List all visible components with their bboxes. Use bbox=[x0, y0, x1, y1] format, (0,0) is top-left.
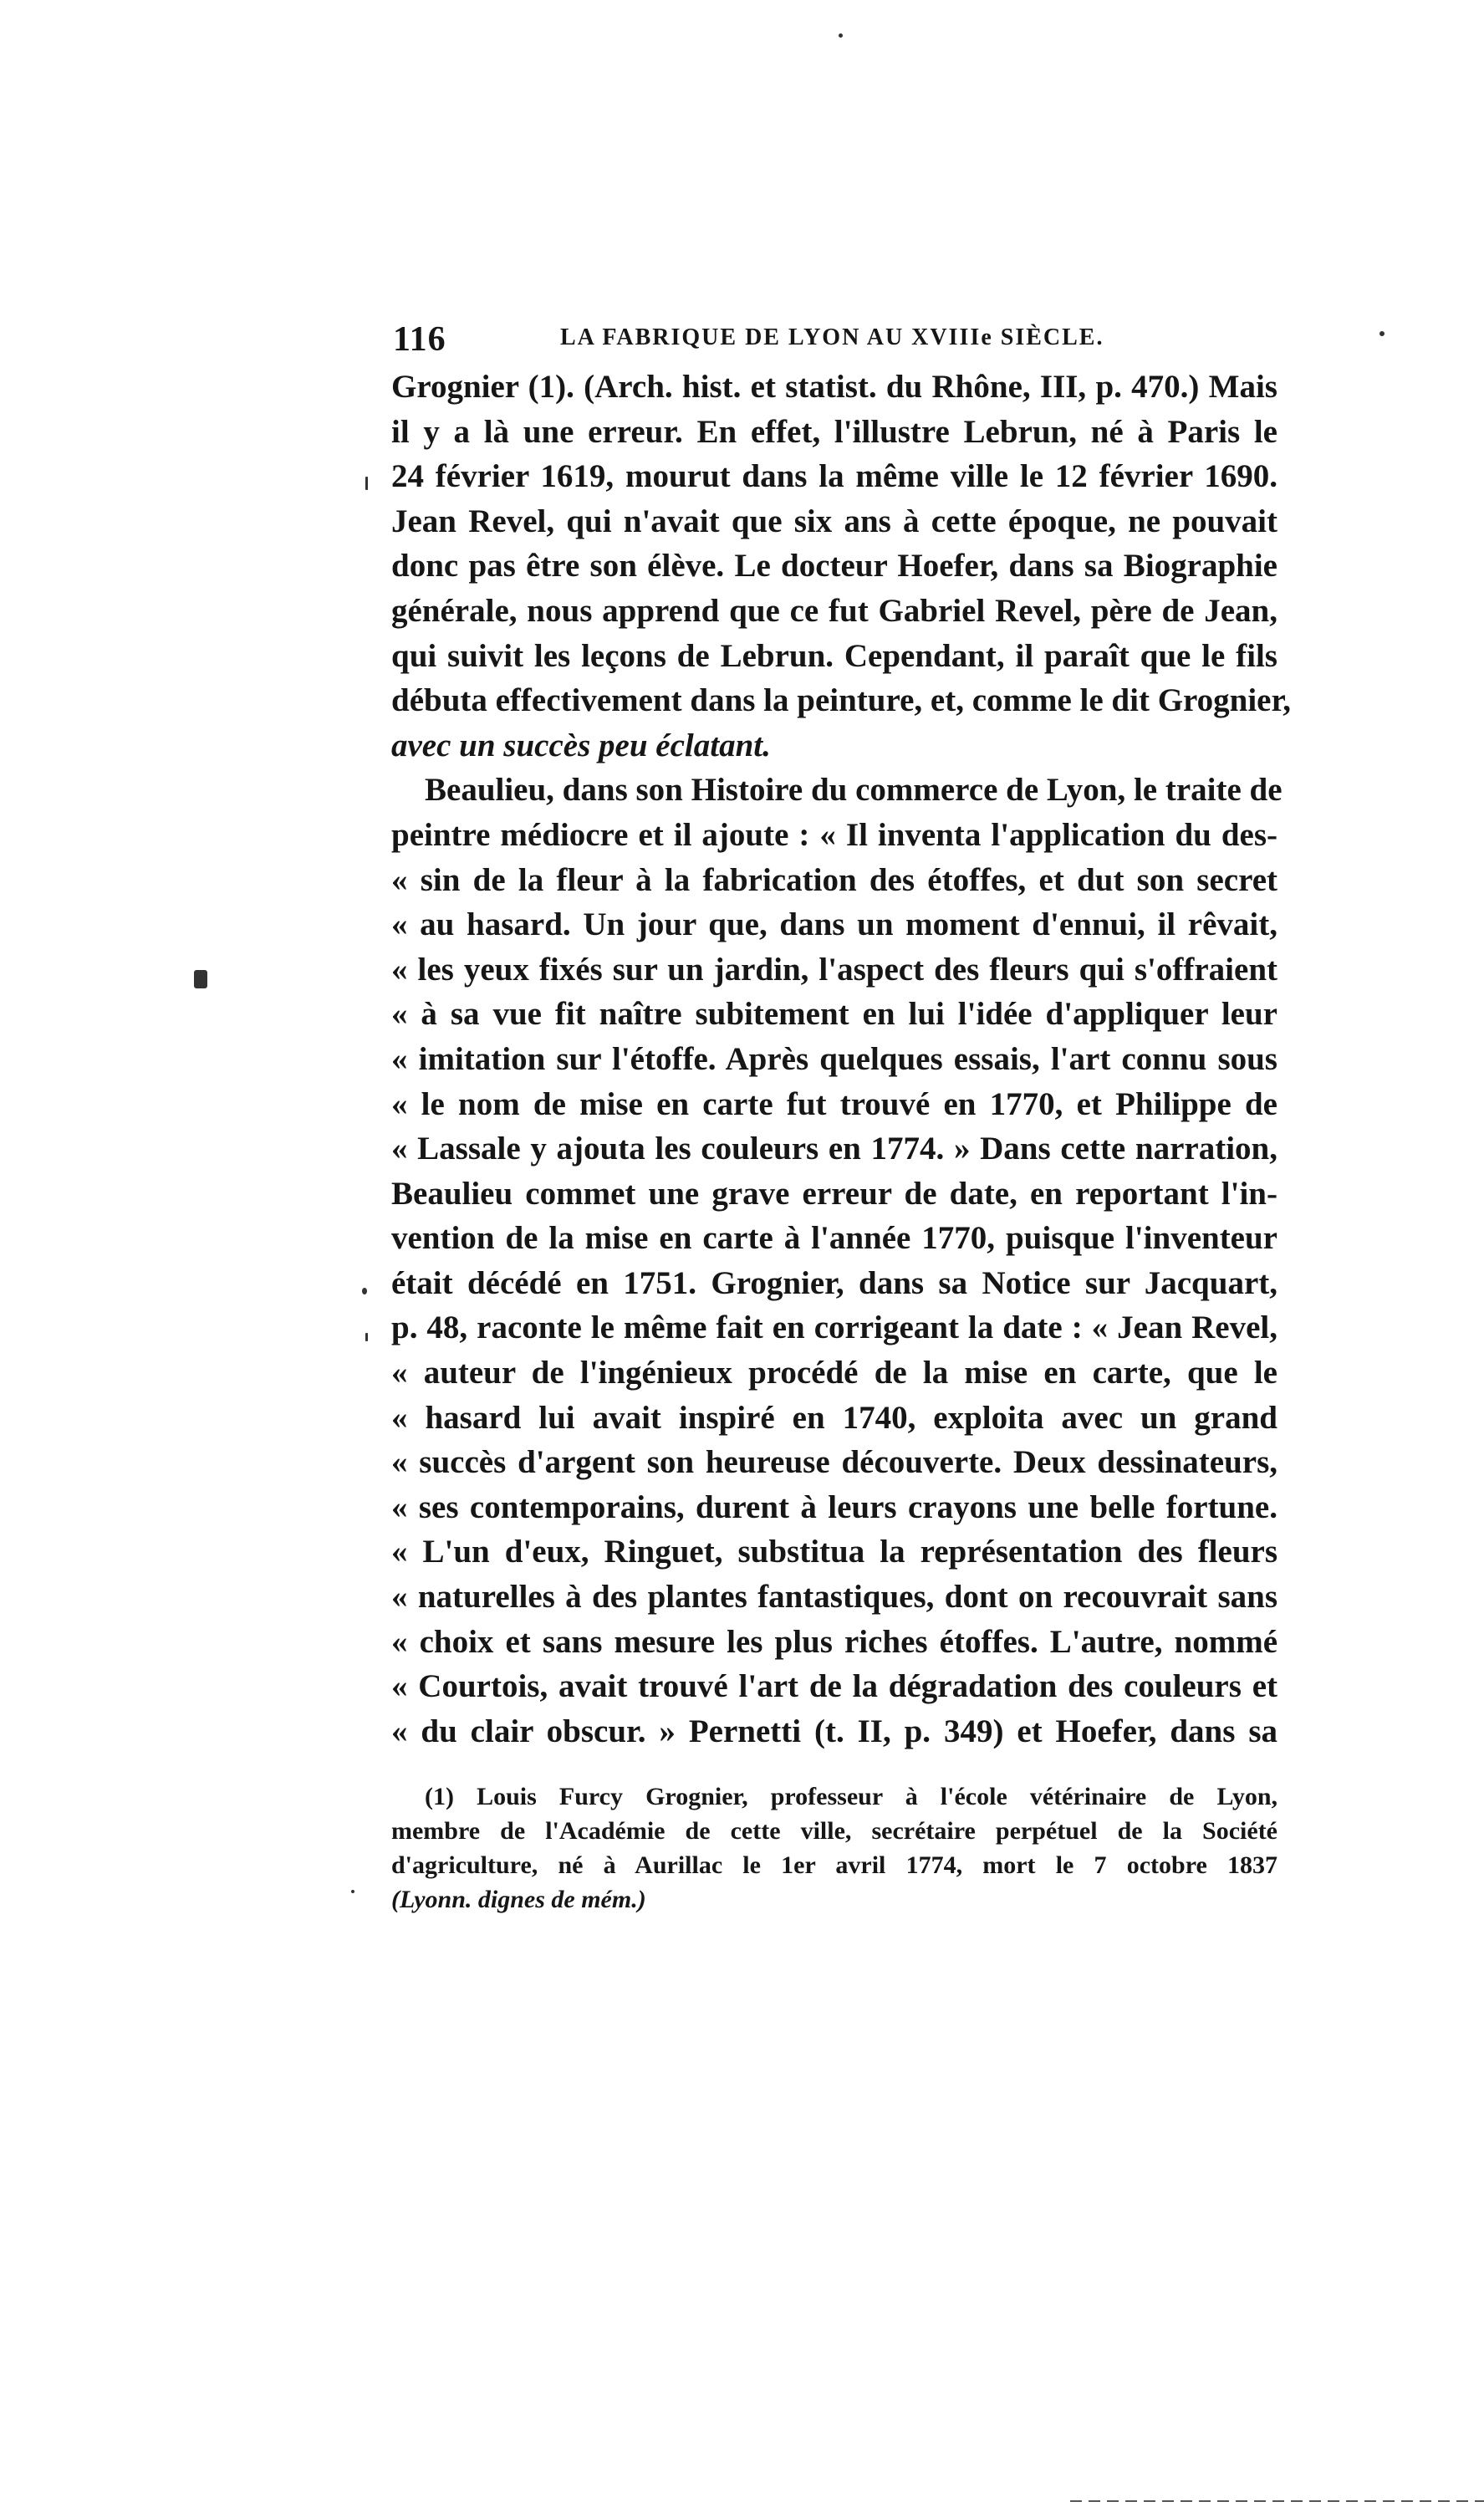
quoted-line: « le nom de mise en carte fut trouvé en 1770, et Philippe de bbox=[391, 1085, 1277, 1122]
scan-speck bbox=[194, 970, 207, 988]
body-line: était décédé en 1751. Grognier, dans sa Notice sur Jacquart, bbox=[391, 1264, 1277, 1301]
scan-speck bbox=[839, 33, 843, 38]
footnote-line: d'agriculture, né à Aurillac le 1er avril 1774, mort le 7 octobre 1837 bbox=[391, 1851, 1277, 1879]
quoted-line: « ses contemporains, durent à leurs crayons une belle fortune. bbox=[391, 1488, 1277, 1525]
quoted-line: « sin de la fleur à la fabrication des étoffes, et dut son secret bbox=[391, 861, 1277, 898]
body-line: débuta effectivement dans la peinture, et, comme le dit Grognier, bbox=[391, 682, 1291, 719]
quoted-line: « Courtois, avait trouvé l'art de la dégradation des couleurs et bbox=[391, 1668, 1277, 1705]
quoted-line: « auteur de l'ingénieux procédé de la mise en carte, que le bbox=[391, 1355, 1277, 1391]
quoted-line: « les yeux fixés sur un jardin, l'aspect des fleurs qui s'offraient bbox=[391, 951, 1277, 988]
body-line: p. 48, raconte le même fait en corrigeant la date : « Jean Revel, bbox=[391, 1310, 1277, 1346]
body-line: vention de la mise en carte à l'année 1770, puisque l'inventeur bbox=[391, 1220, 1277, 1257]
quoted-line: « choix et sans mesure les plus riches étoffes. L'autre, nommé bbox=[391, 1623, 1277, 1660]
quoted-line: « L'un d'eux, Ringuet, substitua la représentation des fleurs bbox=[391, 1534, 1277, 1570]
quoted-line: « Lassale y ajouta les couleurs en 1774. » Dans cette narration, bbox=[391, 1131, 1277, 1167]
body-line: Grognier (1). (Arch. hist. et statist. du Rhône, III, p. 470.) Mais bbox=[391, 369, 1277, 405]
page-number: 116 bbox=[393, 320, 446, 359]
quoted-line: « du clair obscur. » Pernetti (t. II, p. 349) et Hoefer, dans sa bbox=[391, 1713, 1277, 1749]
footnote-line: (Lyonn. dignes de mém.) bbox=[391, 1886, 646, 1913]
body-line: il y a là une erreur. En effet, l'illustre Lebrun, né à Paris le bbox=[391, 413, 1277, 450]
quoted-line: « imitation sur l'étoffe. Après quelques essais, l'art connu sous bbox=[391, 1040, 1277, 1077]
quoted-line: « hasard lui avait inspiré en 1740, exploita avec un grand bbox=[391, 1399, 1277, 1436]
footnote bbox=[391, 1779, 1277, 1917]
scan-speck bbox=[362, 1288, 367, 1294]
body-line: peintre médiocre et il ajoute : « Il inventa l'application du des- bbox=[391, 816, 1277, 853]
scan-speck bbox=[365, 1333, 368, 1341]
scan-speck bbox=[351, 1890, 354, 1893]
footnote-line: membre de l'Académie de cette ville, secrétaire perpétuel de la Société bbox=[391, 1817, 1277, 1845]
scan-speck bbox=[1379, 331, 1385, 336]
body-line: avec un succès peu éclatant. bbox=[391, 727, 771, 763]
quoted-line: « naturelles à des plantes fantastiques, dont on recouvrait sans bbox=[391, 1579, 1277, 1616]
scan-speck bbox=[365, 477, 368, 490]
quoted-line: « à sa vue fit naître subitement en lui l'idée d'appliquer leur bbox=[391, 996, 1277, 1033]
scan-edge bbox=[1070, 2500, 1484, 2502]
body-line: générale, nous apprend que ce fut Gabriel Revel, père de Jean, bbox=[391, 592, 1277, 629]
quoted-line: « succès d'argent son heureuse découverte. Deux dessinateurs, bbox=[391, 1444, 1277, 1481]
body-line: Beaulieu commet une grave erreur de date, en reportant l'in- bbox=[391, 1175, 1277, 1212]
body-line: Jean Revel, qui n'avait que six ans à cette époque, ne pouvait bbox=[391, 503, 1277, 539]
running-head bbox=[393, 319, 1129, 361]
body-line: 24 février 1619, mourut dans la même ville le 12 février 1690. bbox=[391, 458, 1277, 495]
footnote-line: (1) Louis Furcy Grognier, professeur à l'école vétérinaire de Lyon, bbox=[425, 1783, 1277, 1810]
body-text bbox=[391, 365, 1291, 1754]
body-line: donc pas être son élève. Le docteur Hoefer, dans sa Biographie bbox=[391, 548, 1277, 585]
paragraph-start-line: Beaulieu, dans son Histoire du commerce de Lyon, le traite de bbox=[425, 772, 1283, 809]
quoted-line: « au hasard. Un jour que, dans un moment d'ennui, il rêvait, bbox=[391, 906, 1277, 943]
body-line: qui suivit les leçons de Lebrun. Cependant, il paraît que le fils bbox=[391, 637, 1277, 674]
running-title: LA FABRIQUE DE LYON AU XVIIIe SIÈCLE. bbox=[560, 324, 1104, 350]
